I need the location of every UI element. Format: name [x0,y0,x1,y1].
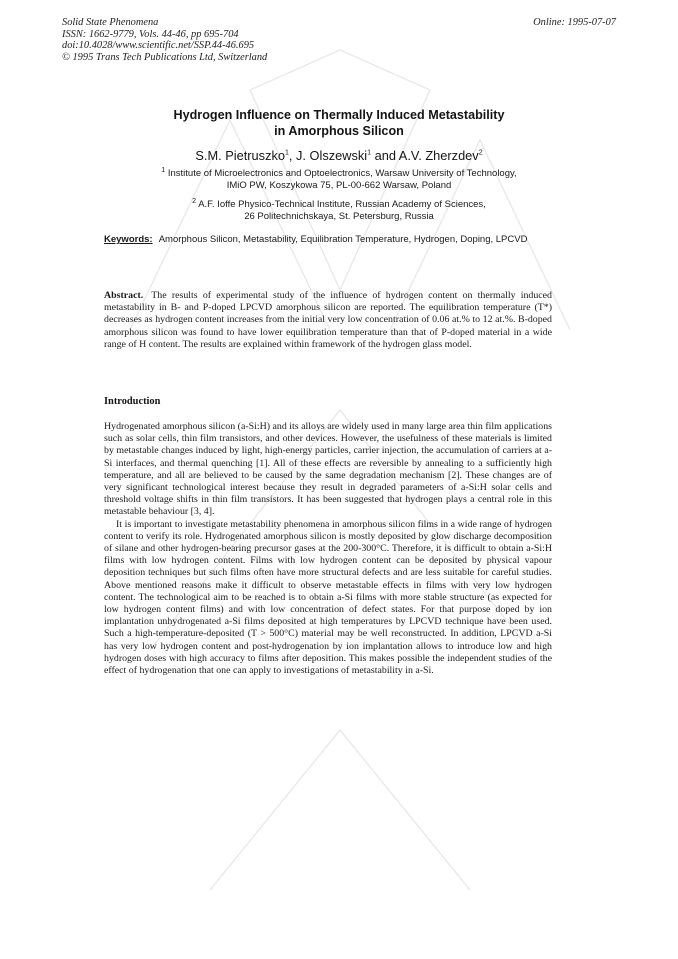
journal-name: Solid State Phenomena [62,17,159,28]
affiliation-1-line-1: Institute of Microelectronics and Optoelectronics, Warsaw University of Technology, [167,168,517,179]
author-3-affil: 2 [478,149,483,157]
author-separator: and [371,148,399,163]
author-separator: , [288,148,297,163]
intro-paragraph-1: Hydrogenated amorphous silicon (a-Si:H) and its alloys are widely used in many large area thin film applications such as solar cells, thin film transistors, and other devices. However, the usefulness of these materials is limited by metastable changes induced by light, high-energy particles, carrier injection, the accumulation of carriers at a-Si interfaces, and thermal quenching [1]. All of these effects are reversible by annealing to a sufficiently high temperature, and all are believed to be caused by the same degradation mechanism [2]. These changes are of very significant technological interest because they result in degraded parameters of a-Si:H solar cells and threshold voltage shifts in thin film transistors. It has been suggested that hydrogen plays a central role in this metastable behaviour [3, 4]. [104,421,552,518]
author-3: A.V. Zherzdev [398,148,479,163]
abstract-label: Abstract. [104,290,144,301]
intro-paragraph-2: It is important to investigate metastability phenomena in amorphous silicon films in a wide range of hydrogen content to verify its role. Hydrogenated amorphous silicon is mostly deposited by glow discharge decomposition of silane and other hydrogen-bearing precursor gases at the 200-300°C. Therefore, it is difficult to obtain a-Si:H films with low hydrogen content. Films with low hydrogen content can be deposited by physical vapour deposition techniques but such films often have more structural defects and are less suitable for careful studies. Above mentioned reasons make it difficult to observe metastable effects in films with very low hydrogen content. The technological aim to be reached is to obtain a-Si films with more stable structure (as expected for low hydrogen content films) and with low concentration of defect states. For that purpose doped by ion implantation unhydrogenated a-Si films deposited at high temperatures by LPCVD technique have been used. Such a high-temperature-deposited (T > 500°C) material may be well reconstructed. In addition, LPCVD a-Si has very low hydrogen content and post-hydrogenation by ion implantation allows to introduce low and high hydrogen doses with high accuracy to films after deposition. This makes possible the independent studies of the effect of hydrogenation that one can apply to investigations of metastability in a-Si. [104,518,552,677]
affiliation-2-line-1: A.F. Ioffe Physico-Technical Institute, Russian Academy of Sciences, [198,199,486,210]
affiliation-2-marker: 2 [192,197,197,205]
copyright-line: © 1995 Trans Tech Publications Ltd, Switzerland [62,51,268,63]
affiliation-1 [0,168,678,193]
introduction-body [104,421,552,677]
author-2: J. Olszewski [296,148,368,163]
title-line-2: in Amorphous Silicon [274,124,404,138]
affiliation-2-line-2: 26 Politechnichskaya, St. Petersburg, Russia [244,211,434,223]
affiliation-2 [0,199,678,224]
introduction-heading: Introduction [104,396,161,407]
doi-link[interactable]: doi:10.4028/www.scientific.net/SSP.44-46.695 [62,40,255,52]
keywords-label: Keywords: [104,234,153,245]
online-date: Online: 1995-07-07 [533,17,616,28]
issn-line: ISSN: 1662-9779, Vols. 44-46, pp 695-704 [62,28,239,40]
paper-title [0,107,678,139]
title-line-1: Hydrogen Influence on Thermally Induced Metastability [173,108,505,122]
abstract-section [104,290,552,351]
keywords-text: Amorphous Silicon, Metastability, Equilibration Temperature, Hydrogen, Doping, LPCVD [158,234,528,245]
affiliation-1-line-2: IMiO PW, Koszykowa 75, PL-00-662 Warsaw, Poland [226,180,452,192]
abstract-text: The results of experimental study of the influence of hydrogen content on thermally induced metastability in B- and P-doped LPCVD amorphous silicon are reported. The equilibration temperature (T*) decreases as hydrogen content increases from the initial very low concentration of 0.06 at.% to 12 at.%. B-doped amorphous silicon was found to have lower equilibration temperature than that of P-doped material in a wide range of H content. The results are explained within framework of the hydrogen glass model. [104,290,552,350]
author-2-affil: 1 [367,149,372,157]
affiliation-1-marker: 1 [161,166,166,174]
author-list [0,148,678,163]
journal-header [62,17,267,63]
keywords-section [104,234,552,246]
author-1-affil: 1 [284,149,289,157]
author-1: S.M. Pietruszko [195,148,285,163]
